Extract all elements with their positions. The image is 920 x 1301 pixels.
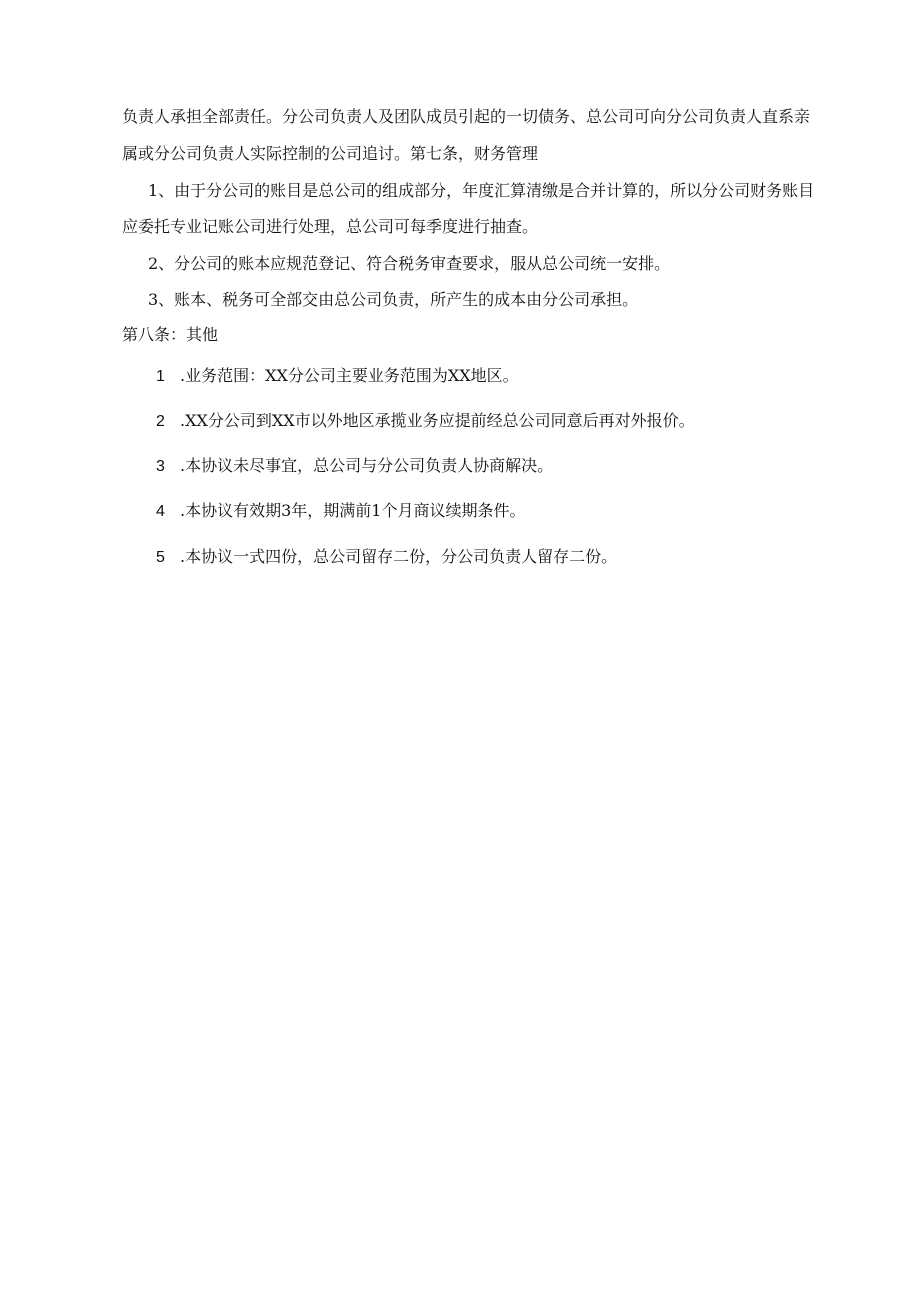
other-item-5-text: .本协议一式四份，总公司留存二份，分公司负责人留存二份。 <box>180 547 618 566</box>
finance-item-1-line-2: 应委托专业记账公司进行处理，总公司可每季度进行抽查。 <box>122 217 539 236</box>
other-item-1 <box>156 364 519 389</box>
other-item-3-text: .本协议未尽事宜，总公司与分公司负责人协商解决。 <box>180 456 554 475</box>
other-item-3 <box>156 454 553 479</box>
other-item-1-text: .业务范围：XX分公司主要业务范围为XX地区。 <box>180 366 519 385</box>
continuation-line-2: 属或分公司负责人实际控制的公司追讨。第七条，财务管理 <box>122 144 539 163</box>
finance-item-1-line-1: 1、由于分公司的账目是总公司的组成部分，年度汇算清缴是合并计算的，所以分公司财务账目 <box>148 181 815 200</box>
other-item-2-number: 2 <box>156 413 165 430</box>
continuation-line-1: 负责人承担全部责任。分公司负责人及团队成员引起的一切债务、总公司可向分公司负责人直系亲 <box>122 107 811 126</box>
other-item-2 <box>156 409 695 434</box>
other-item-2-text: .XX分公司到XX市以外地区承揽业务应提前经总公司同意后再对外报价。 <box>180 411 695 430</box>
other-item-1-number: 1 <box>156 368 165 385</box>
other-item-4-text: .本协议有效期3年，期满前1个月商议续期条件。 <box>180 501 526 520</box>
other-item-4 <box>156 499 525 524</box>
other-item-3-number: 3 <box>156 458 165 475</box>
other-item-5-number: 5 <box>156 549 165 566</box>
finance-item-2: 2、分公司的账本应规范登记、符合税务审查要求，服从总公司统一安排。 <box>148 254 671 273</box>
other-item-5 <box>156 545 617 570</box>
other-item-4-number: 4 <box>156 503 165 520</box>
article-8-heading: 第八条：其他 <box>122 325 219 344</box>
finance-item-3: 3、账本、税务可全部交由总公司负责，所产生的成本由分公司承担。 <box>148 290 639 309</box>
